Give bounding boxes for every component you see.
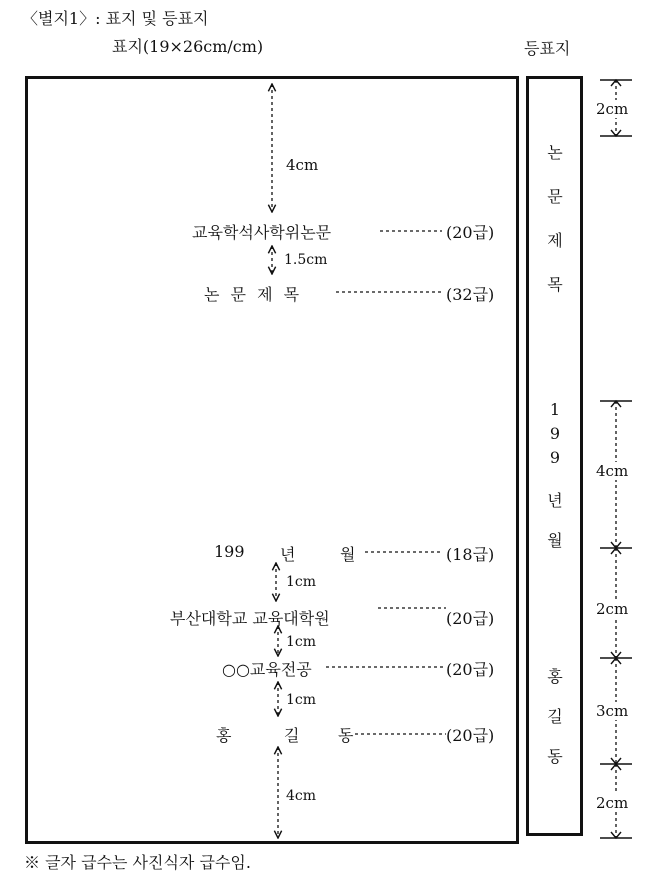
- author-font-size: (20급): [446, 726, 495, 745]
- degree-font-size: (20급): [446, 223, 495, 242]
- date-month-unit: 월: [340, 545, 356, 564]
- date-year-unit: 년: [280, 545, 296, 564]
- university-font-size: (20급): [446, 609, 495, 628]
- date-year-prefix: 199: [214, 542, 245, 561]
- spine-name-char: 길: [547, 707, 563, 726]
- cover-size-label: 표지(19×26cm/cm): [112, 37, 264, 56]
- author-name-char-3: 동: [338, 726, 354, 745]
- author-name-char-2: 길: [284, 726, 300, 745]
- spine-heading: 등표지: [524, 39, 571, 58]
- spine-title-char: 목: [547, 275, 563, 294]
- annex-heading: 〈별지1〉: 표지 및 등표지: [22, 9, 209, 28]
- footnote: ※ 글자 급수는 사진식자 급수임.: [24, 853, 251, 872]
- spine-title-char: 논: [547, 143, 563, 162]
- major-font-size: (20급): [446, 660, 495, 679]
- spine-title-char: 제: [547, 231, 563, 250]
- gap-label-1: 1.5cm: [284, 252, 328, 268]
- spine-year-char: 9: [549, 424, 561, 443]
- gap-label-2: 1cm: [286, 574, 317, 590]
- spine-name-char: 동: [547, 747, 563, 766]
- spine-dim-label-3: 2cm: [596, 600, 629, 618]
- spine-year-char: 1: [549, 400, 561, 419]
- spine-dim-label-2: 4cm: [596, 462, 629, 480]
- spine-title-char: 문: [547, 187, 563, 206]
- date-font-size: (18급): [446, 545, 495, 564]
- spine-year-char: 월: [547, 531, 563, 550]
- thesis-title: 논 문 제 목: [204, 285, 303, 304]
- thesis-font-size: (32급): [446, 285, 495, 304]
- major-name: ○○교육전공: [222, 660, 312, 679]
- gap-label-bottom: 4cm: [286, 788, 317, 804]
- degree-title: 교육학석사학위논문: [192, 223, 332, 242]
- spine-name-char: 홍: [547, 667, 563, 686]
- spine-year-char: 9: [549, 448, 561, 467]
- spine-year-char: 년: [547, 491, 563, 510]
- university-name: 부산대학교 교육대학원: [170, 609, 330, 628]
- spine-dim-label-4: 3cm: [596, 702, 629, 720]
- gap-label-3: 1cm: [286, 634, 317, 650]
- gap-label-4: 1cm: [286, 692, 317, 708]
- spine-dim-label-5: 2cm: [596, 794, 629, 812]
- spine-dim-label-1: 2cm: [596, 100, 629, 118]
- gap-label-top: 4cm: [286, 156, 319, 174]
- author-name-char-1: 홍: [216, 726, 232, 745]
